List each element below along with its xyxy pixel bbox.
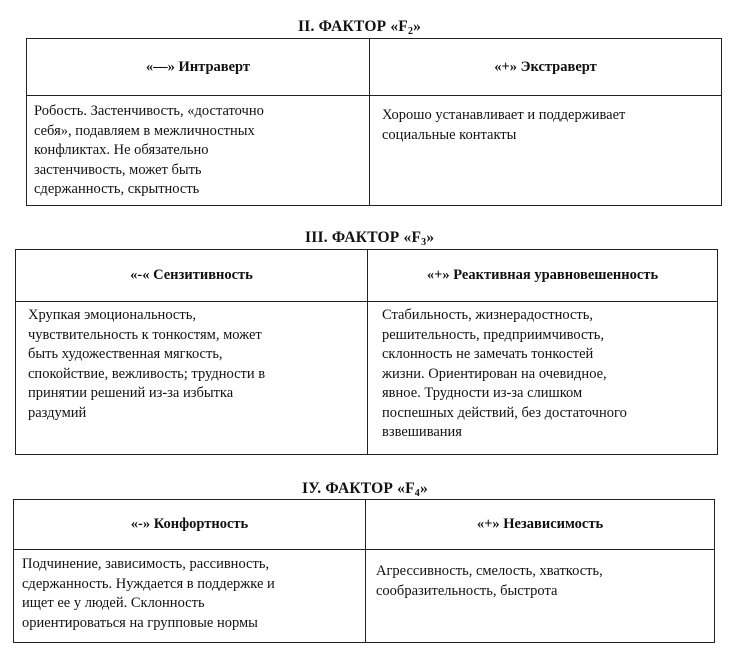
factor-4-right-cell <box>366 550 715 643</box>
factor-2-left-text: Робость. Застенчивость, «достаточно себя», подавляем в межличностных конфликтах. Не обязательно застенчивость, может быть сдержанность, скрытность <box>34 103 264 197</box>
factor-2-left-header: «—» Интраверт <box>27 39 370 96</box>
factor-4-title <box>302 480 428 499</box>
factor-4-right-text: Агрессивность, смелость, хваткость, сообразительность, быстрота <box>376 563 603 599</box>
factor-3-right-cell <box>368 302 718 455</box>
factor-3-title-prefix: III. ФАКТОР «F <box>305 229 422 246</box>
factor-2-table <box>26 38 722 206</box>
factor-4-table <box>13 499 715 643</box>
factor-3-title-subscript: 3 <box>421 237 427 248</box>
factor-2-title-subscript: 2 <box>407 26 414 37</box>
factor-2-right-cell <box>370 96 722 206</box>
factor-3-title <box>305 229 434 248</box>
factor-3-table <box>15 249 718 455</box>
factor-4-title-subscript: 4 <box>414 488 420 499</box>
factor-2-title-suffix: » <box>413 18 422 35</box>
factor-3-title-suffix: » <box>426 229 435 246</box>
factor-2-title <box>298 18 421 37</box>
factor-3-left-header: «-« Сензитивность <box>16 250 368 302</box>
factor-4-right-header: «+» Независимость <box>366 500 715 550</box>
factor-2-right-text: Хорошо устанавливает и поддерживает социальные контакты <box>382 107 626 143</box>
factor-2-right-header: «+» Экстраверт <box>370 39 722 96</box>
factor-2-left-cell <box>27 96 370 206</box>
factor-3-right-header: «+» Реактивная уравновешенность <box>368 250 718 302</box>
factor-4-title-prefix: IУ. ФАКТОР «F <box>302 480 415 497</box>
factor-3-left-cell <box>16 302 368 455</box>
factor-4-left-text: Подчинение, зависимость, рассивность, сдержанность. Нуждается в поддержке и ищет ее у людей. Склонность ориентироваться на групповые нормы <box>22 556 275 631</box>
factor-4-left-header: «-» Конфортность <box>14 500 366 550</box>
factor-2-title-prefix: II. ФАКТОР «F <box>298 18 408 35</box>
factor-4-title-suffix: » <box>419 480 428 497</box>
factor-3-right-text: Стабильность, жизнерадостность, решительность, предприимчивость, склонность не замечать тонкостей жизни. Ориентирован на очевидное, явное. Трудности из-за слишком поспешных действий, без достаточного взвешивания <box>382 307 627 440</box>
factor-3-left-text: Хрупкая эмоциональность, чувствительность к тонкостям, может быть художественная мягкость, спокойствие, вежливость; трудности в принятии решений из-за избытка раздумий <box>28 307 266 421</box>
factor-4-left-cell <box>14 550 366 643</box>
